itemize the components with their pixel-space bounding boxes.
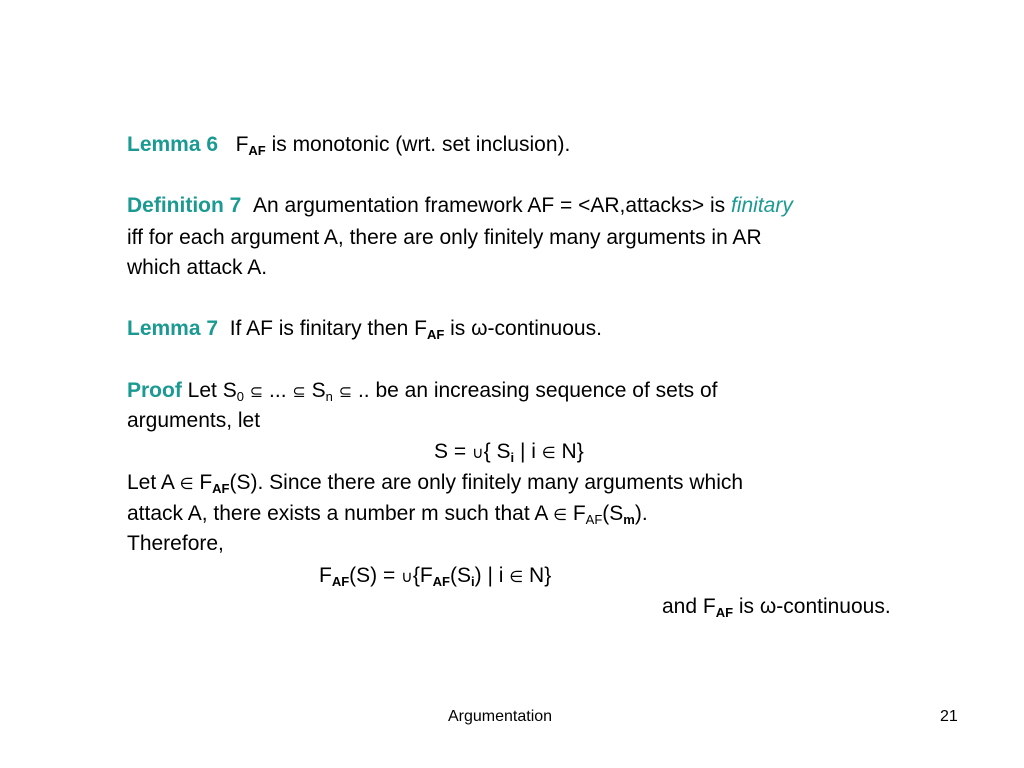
lemma-6-f: F — [235, 133, 249, 156]
proof-line-1 — [127, 376, 718, 407]
subseteq-symbol: ⊆ — [338, 382, 353, 401]
proof-text: N} — [555, 440, 584, 463]
proof-text: {F — [412, 564, 433, 587]
proof-text: S = — [434, 440, 472, 463]
proof-line-7 — [319, 561, 551, 592]
lemma-6-text: is monotonic (wrt. set inclusion). — [265, 133, 571, 156]
proof-text: is ω-continuous. — [733, 595, 891, 618]
subscript: i — [510, 450, 515, 465]
lemma-7-label: Lemma 7 — [127, 317, 219, 340]
proof-line-6: Therefore, — [127, 532, 224, 555]
element-of-symbol: ∈ — [509, 567, 524, 586]
proof-text: attack A, there exists a number m such that A — [127, 502, 554, 525]
proof-text: .. be an increasing sequence of sets of — [352, 379, 718, 402]
element-of-symbol: ∈ — [553, 505, 567, 524]
subscript: AF — [715, 605, 734, 620]
proof-text: F — [319, 564, 332, 587]
proof-text: Let S — [181, 379, 237, 402]
proof-text: ... — [263, 379, 293, 402]
proof-text: (S) = — [349, 564, 402, 587]
definition-7-line-2: iff for each argument A, there are only finitely many arguments in AR — [127, 226, 762, 249]
definition-7-term: finitary — [730, 194, 793, 217]
union-symbol: ∪ — [401, 567, 413, 586]
proof-line-3 — [434, 437, 584, 468]
lemma-7-text: If AF is finitary then F — [229, 317, 427, 340]
element-of-symbol: ∈ — [541, 443, 556, 462]
proof-text: { S — [483, 440, 511, 463]
proof-text: F — [193, 471, 213, 494]
proof-text: ) | i — [474, 564, 510, 587]
definition-7-line-1 — [127, 191, 793, 221]
lemma-6-label: Lemma 6 — [127, 133, 219, 156]
lemma-7-tail: is ω-continuous. — [444, 317, 602, 340]
subscript: m — [623, 512, 635, 527]
footer-title: Argumentation — [448, 708, 553, 725]
subscript: n — [325, 389, 333, 404]
page-number: 21 — [940, 708, 958, 725]
subscript: AF — [585, 512, 603, 527]
subseteq-symbol: ⊆ — [292, 382, 306, 401]
definition-7-line-3: which attack A. — [127, 256, 268, 279]
lemma-6-sub: AF — [248, 143, 266, 158]
proof-text: Let A — [127, 471, 180, 494]
lemma-7 — [127, 314, 602, 344]
proof-text: (S). Since there are only finitely many arguments which — [229, 471, 744, 494]
proof-text: | i — [514, 440, 542, 463]
definition-7-label: Definition 7 — [127, 194, 242, 217]
proof-line-5 — [127, 499, 648, 530]
proof-line-4 — [127, 468, 743, 499]
lemma-7-sub: AF — [426, 327, 445, 342]
proof-text: ). — [634, 502, 648, 525]
subscript: 0 — [236, 389, 244, 404]
proof-text: and F — [662, 595, 716, 618]
subseteq-symbol: ⊆ — [249, 382, 264, 401]
subscript: i — [471, 574, 475, 589]
subscript: AF — [331, 574, 350, 589]
lemma-6 — [127, 130, 570, 160]
proof-text: (S — [450, 564, 472, 587]
proof-line-2: arguments, let — [127, 409, 261, 432]
union-symbol: ∪ — [471, 443, 484, 462]
proof-text: (S — [602, 502, 624, 525]
proof-text: F — [567, 502, 586, 525]
definition-7-text: An argumentation framework AF = <AR,attacks> is — [253, 194, 731, 217]
proof-text: N} — [523, 564, 552, 587]
element-of-symbol: ∈ — [179, 474, 194, 493]
proof-line-8 — [662, 592, 891, 622]
proof-label: Proof — [127, 379, 182, 402]
subscript: AF — [432, 574, 451, 589]
proof-text: S — [305, 379, 326, 402]
subscript: AF — [212, 481, 230, 496]
